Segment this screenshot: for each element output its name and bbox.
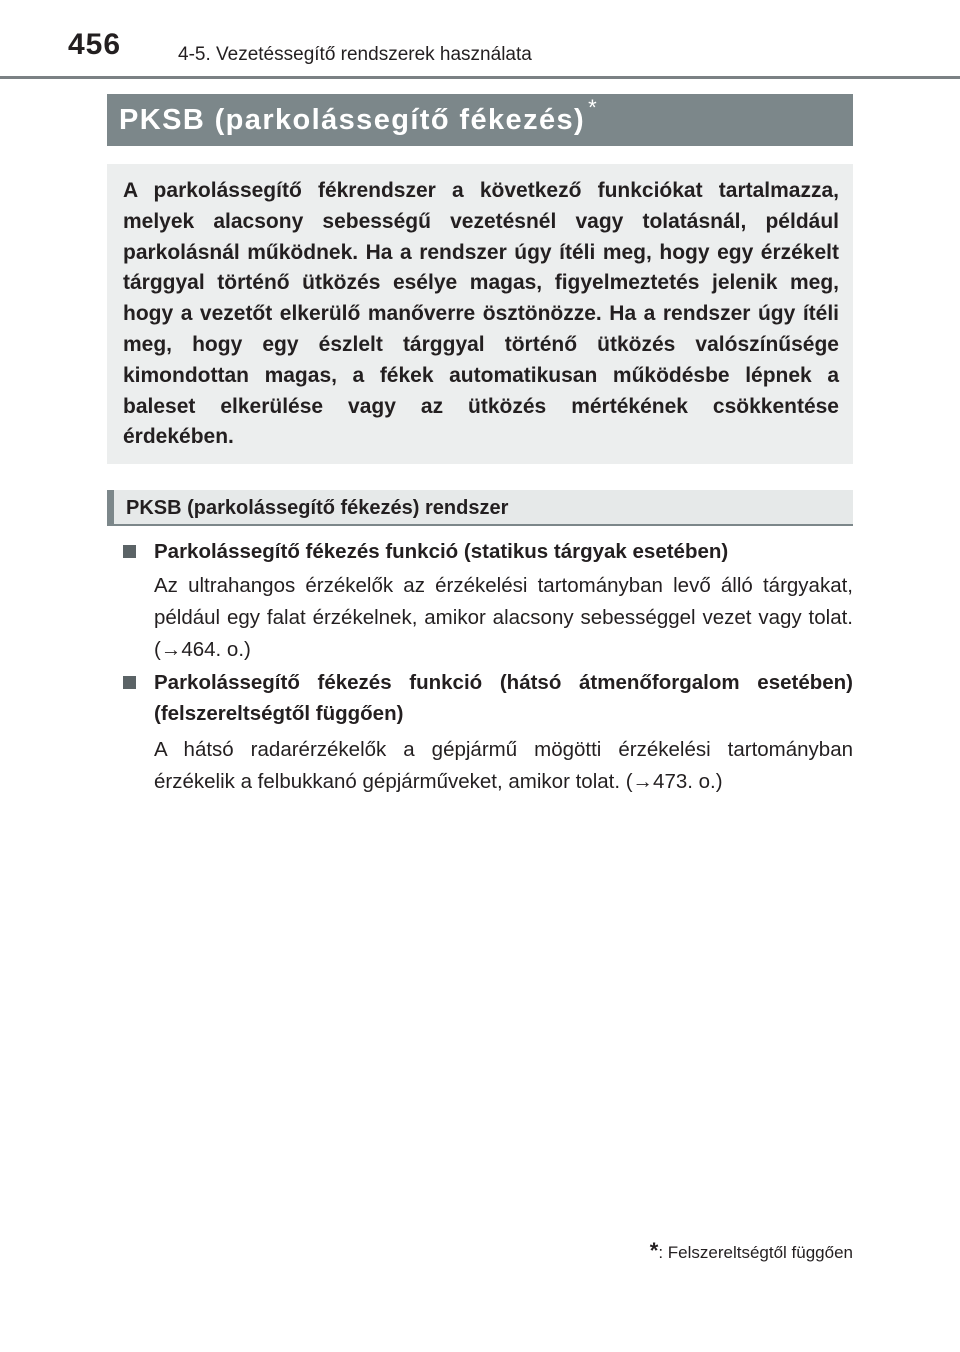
item-heading-1: [123, 536, 853, 567]
item-body-1: Az ultrahangos érzékelők az érzékelési tartományban levő álló tárgyakat, például egy falat érzékelnek, amikor alacsony sebességgel vezet vagy tolat. (→464. o.): [154, 574, 853, 661]
footnote-marker: *: [649, 1238, 659, 1263]
item-heading-text: Parkolássegítő fékezés funkció (statikus tárgyak esetében): [154, 540, 729, 563]
intro-box: [107, 164, 853, 464]
subsection-title: PKSB (parkolássegítő fékezés) rendszer: [126, 497, 509, 519]
intro-text: A parkolássegítő fékrendszer a következő funkciókat tartalmazza, melyek alacsony sebességű vezetésnél vagy tolatásnál, például parkolásnál működnek. Ha a rendszer úgy ítéli meg, hogy egy érzékelt tárggyal történő ütközés esélye magas, figyelmeztetés jelenik meg, hogy a vezetőt elkerülő manőverre ösztönözze. Ha a rendszer úgy ítéli meg, hogy egy észlelt tárggyal történő ütközés valószínűsége kimondottan magas, a fékek automatikusan működésbe lépnek a baleset elkerülése vagy az ütközés mértékének csökkentése érdekében.: [123, 179, 839, 449]
chapter-title: 4-5. Vezetéssegítő rendszerek használata: [178, 44, 532, 65]
square-bullet-icon: [123, 676, 136, 689]
header-rule: [0, 76, 960, 79]
subsection-header: [107, 490, 853, 526]
item-heading-text: Parkolássegítő fékezés funkció (hátsó átmenőforgalom esetében) (felszereltségtől függően): [154, 671, 853, 725]
section-title-bar: [107, 94, 853, 146]
title-footnote-marker: *: [588, 95, 597, 120]
item-body-2: A hátsó radarérzékelők a gépjármű mögötti érzékelési tartományban érzékelik a felbukkanó gépjárműveket, amikor tolat. (→473. o.): [154, 738, 853, 793]
square-bullet-icon: [123, 545, 136, 558]
item-heading-2: [123, 667, 853, 729]
page-title: PKSB (parkolássegítő fékezés): [119, 104, 586, 136]
footnote-text: : Felszereltségtől függően: [658, 1243, 853, 1262]
page-header: [0, 0, 960, 80]
footnote: [650, 1238, 853, 1264]
page-number: 456: [68, 28, 122, 61]
